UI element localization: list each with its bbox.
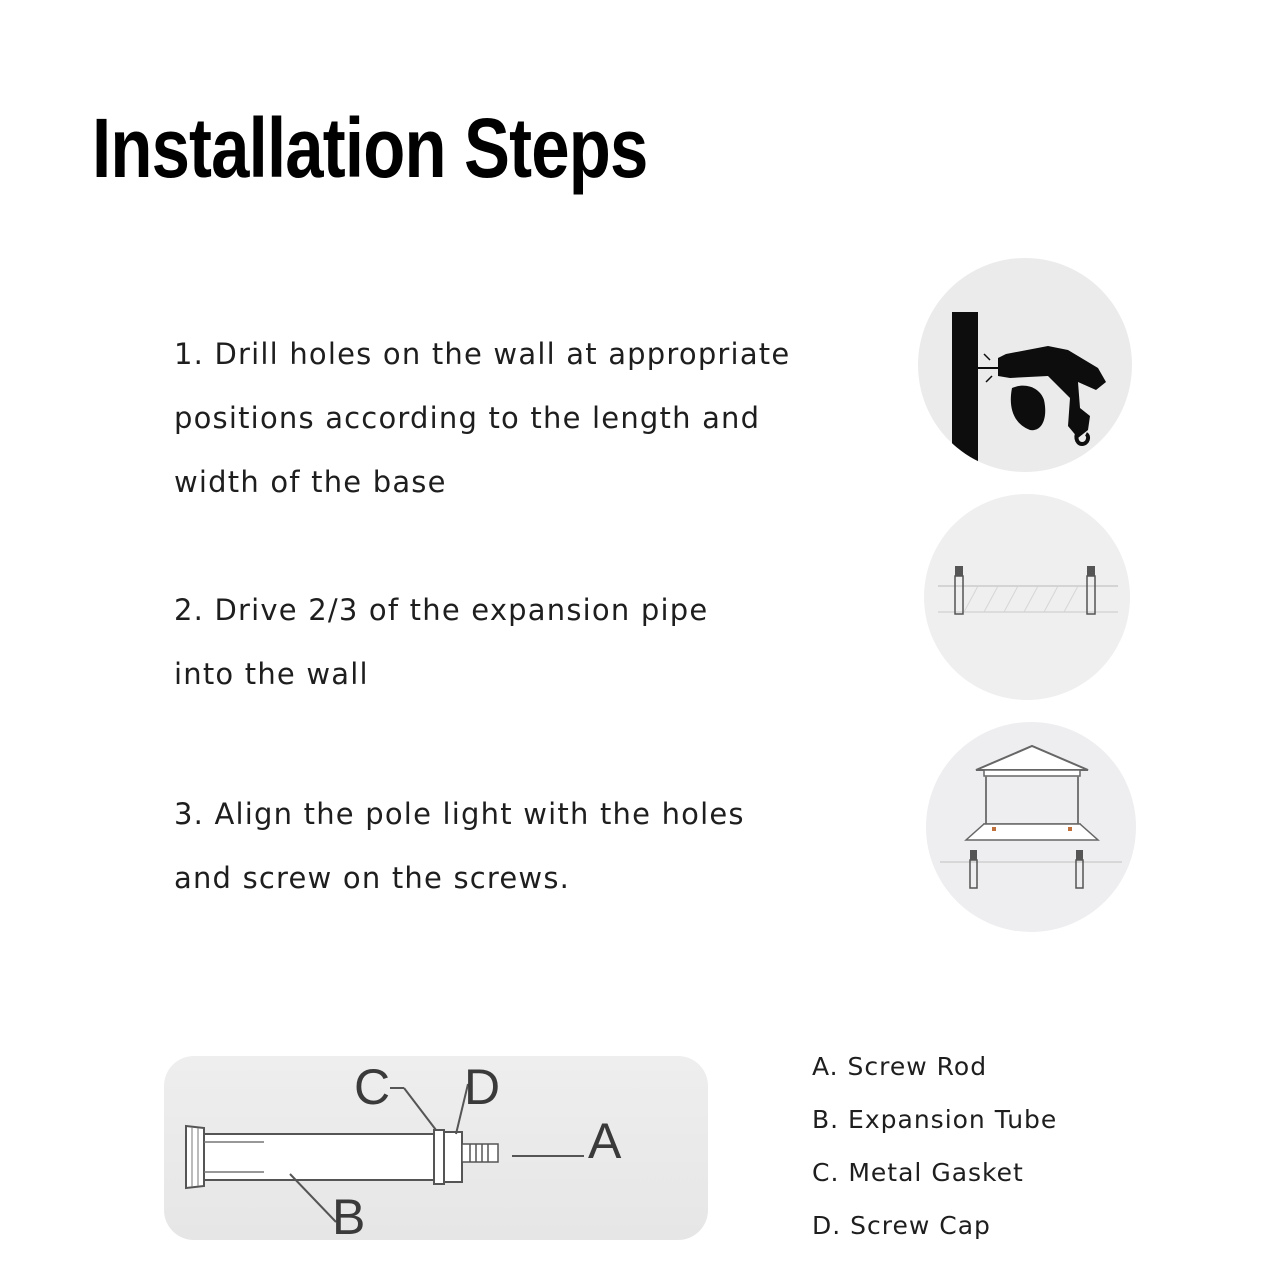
step-3-line-1: 3. Align the pole light with the holes (174, 797, 745, 831)
legend-item-a: A. Screw Rod (812, 1052, 988, 1081)
step-1-line-3: width of the base (174, 465, 447, 499)
expansion-bolt-diagram (164, 1056, 708, 1240)
legend-item-c: C. Metal Gasket (812, 1158, 1024, 1187)
bolt-label-d: D (464, 1059, 501, 1115)
page-title: Installation Steps (92, 101, 648, 195)
bolt-label-a: A (588, 1113, 622, 1169)
legend-item-d: D. Screw Cap (812, 1211, 991, 1240)
step-2-line-2: into the wall (174, 657, 369, 691)
step-1-line-1: 1. Drill holes on the wall at appropriate (174, 337, 791, 371)
step-3-text (174, 782, 864, 910)
parts-legend (812, 1040, 1057, 1252)
step-3-line-2: and screw on the screws. (174, 861, 571, 895)
expansion-pipe-icon (924, 494, 1130, 700)
step-2-text (174, 578, 864, 706)
drill-wall-icon (918, 258, 1132, 472)
bolt-label-b: B (332, 1189, 366, 1240)
pole-light-mount-icon (926, 722, 1136, 932)
step-2-line-1: 2. Drive 2/3 of the expansion pipe (174, 593, 709, 627)
step-1-line-2: positions according to the length and (174, 401, 761, 435)
step-1-text (174, 322, 864, 514)
legend-item-b: B. Expansion Tube (812, 1105, 1058, 1134)
bolt-label-c: C (354, 1059, 391, 1115)
